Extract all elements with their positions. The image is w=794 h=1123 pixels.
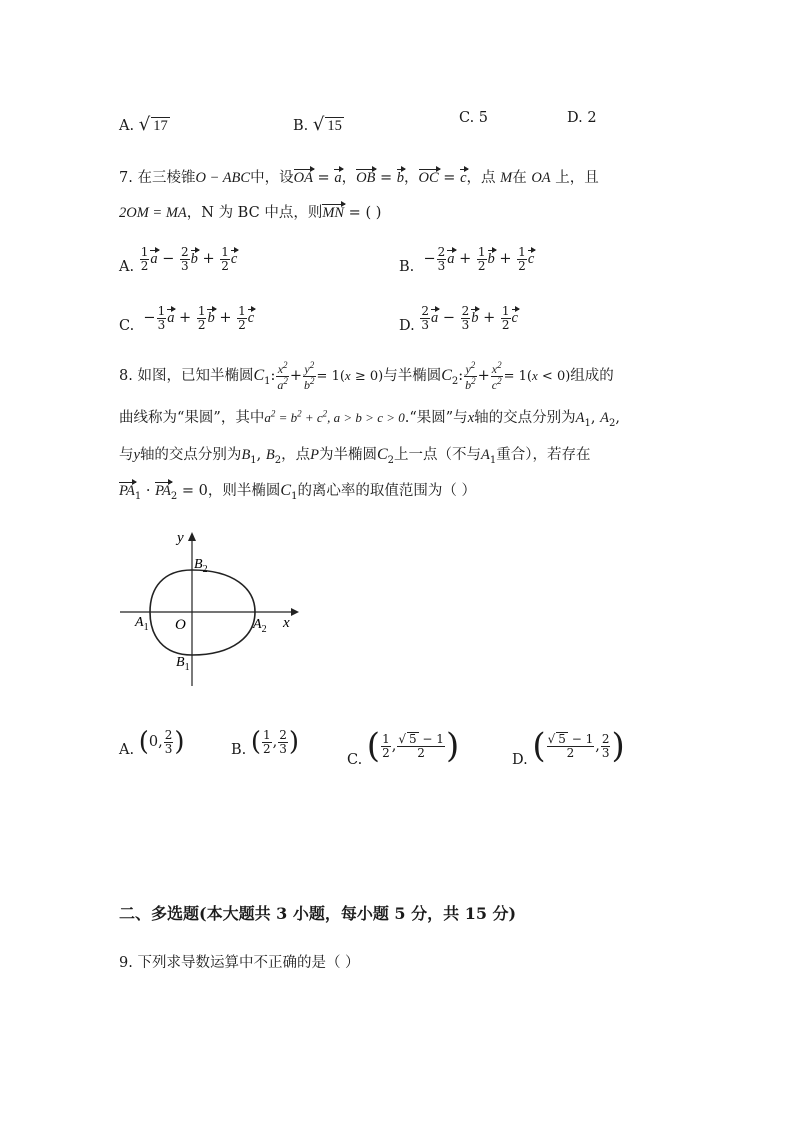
vec-a: a [334,170,342,186]
text: 上，且 [555,170,599,186]
q8-option-c: C. ( $\frac{1}{2}$ , $\frac{√ 5 - 1}{2}$ ) [347,726,460,768]
vec-oc: OC [418,170,439,186]
sqrt-symbol: √ [312,114,325,135]
option-label: D. [567,110,583,126]
origin-label: O [175,617,186,633]
vec-mn: MN [322,205,345,221]
text: 组成的 [570,368,614,385]
text: ，点 [466,170,496,186]
a2-label: $A_2$ [253,617,267,635]
text: 中，设 [250,170,294,186]
text: 轴的交点分别为 [139,447,242,463]
text: ，则半椭圆 [207,483,281,499]
option-label: A. [119,742,135,758]
option-label: D. [512,752,528,768]
option-label: A. [119,259,135,276]
fruit-circle-figure [115,528,305,688]
option-label: C. [119,318,135,335]
text: 如图，已知半椭圆 [137,368,254,385]
text: “果圆”与 [409,410,468,426]
q7-line1: 7. 在三棱锥O − ABC中，设OA = a，OB = b，OC = c，点 M在 OA 上，且 [119,170,599,186]
text: 轴的交点分别为 [474,410,576,426]
sqrt-symbol: √ [138,114,151,135]
q8-option-b: B. ( $\frac{1}{2}$ , $\frac{2}{3}$ ) [231,727,300,758]
text: 与 [119,447,134,463]
q6-option-d [567,110,597,126]
question-number: 8. [119,368,133,385]
point-m: M [500,170,513,186]
q7-option-a: A. $\frac{1}{2}$ a − $\frac{2}{3}$ b + $\frac{1}{2}$ c [119,245,238,276]
segment-oa: OA [531,170,551,186]
option-value: 17 [153,118,168,134]
option-label: C. [347,752,363,768]
a1-label: $A_1$ [135,615,149,633]
option-label: B. [293,118,309,134]
option-label: B. [231,742,247,758]
vec-ob: OB [356,170,376,186]
section-title: 二、多选题(本大题共 3 小题，每小题 5 分，共 15 分) [119,904,517,923]
b1-label: $B_1$ [176,655,190,673]
q7-option-c: C. − $\frac{1}{3}$ a + $\frac{1}{2}$ b + $\frac{1}{2}$ c [119,304,255,335]
x-label: x [283,615,290,631]
option-label: D. [399,318,415,335]
text: 重合），若存在 [496,447,591,463]
option-label: C. [459,110,475,126]
q6-option-c [459,110,488,126]
q9-text: 9. 下列求导数运算中不正确的是（ ） [119,955,360,971]
q8-line2: 曲线称为“果圆”，其中$a^2 = b^2 + c^2$, a > b > c > 0.“果圆”与x轴的交点分别为$A_1$, $A_2$, [119,408,620,429]
text: = ( ) [344,205,382,221]
y-axis-arrow [188,532,196,541]
option-label: B. [399,259,415,276]
q7-line2 [119,201,381,222]
text: 的离心率的取值范围为（ ） [297,483,477,499]
vec-b: b [396,170,405,186]
vec-c: c [460,170,467,186]
text: 上一点（不与 [394,447,482,463]
q6-option-a [119,114,170,135]
text: 为半椭圆 [318,447,377,463]
section-2-heading [119,901,516,924]
tetra: O − ABC [195,170,251,186]
equation: 2OM = MA [119,205,187,221]
vec-oa: OA [293,170,313,186]
q7-option-b: B. − $\frac{2}{3}$ a + $\frac{1}{2}$ b + $\frac{1}{2}$ c [399,245,535,276]
option-value: 15 [327,118,342,134]
text: 在三棱锥 [137,170,196,186]
text: 在 [512,170,527,186]
b2-label: $B_2$ [194,557,208,575]
y-label: y [177,530,184,546]
text: 曲线称为“果圆”，其中 [119,410,265,426]
text: 与半椭圆 [383,368,442,385]
q8-option-a: A. (0, $\frac{2}{3}$ ) [119,727,185,758]
q8-option-d: D. ( $\frac{√ 5 - 1}{2}$ , $\frac{2}{3}$ ) [512,726,625,768]
q8-line1: 8. 如图，已知半椭圆$C_1$: $\frac{x^2}{a^2}$ + $\frac{y^2}{b^2}$ = 1(x ≥ 0)与半椭圆$C_2$: $\frac{y^2}{b^2}$ + $\frac{x^2}{c^2}$ = 1(x < 0)组成的 [119,360,614,392]
option-label: A. [119,118,135,134]
option-value: 2 [587,110,597,126]
q7-option-d: D. $\frac{2}{3}$ a − $\frac{2}{3}$ b + $\frac{1}{2}$ c [399,304,518,335]
text: ，点 [281,447,311,463]
option-value: 5 [478,110,489,126]
question-number: 7. [119,170,133,186]
text: ，N 为 BC 中点，则 [186,205,323,221]
q6-option-b [293,114,344,135]
x-axis-arrow [291,608,299,616]
q8-line3: 与y轴的交点分别为$B_1$, $B_2$，点P为半椭圆$C_2$上一点（不与$A_1$重合），若存在 [119,446,591,466]
q8-line4: $PA_1 \cdot PA_2 = 0$，则半椭圆$C_1$的离心率的取值范围为（ ） [119,482,477,502]
